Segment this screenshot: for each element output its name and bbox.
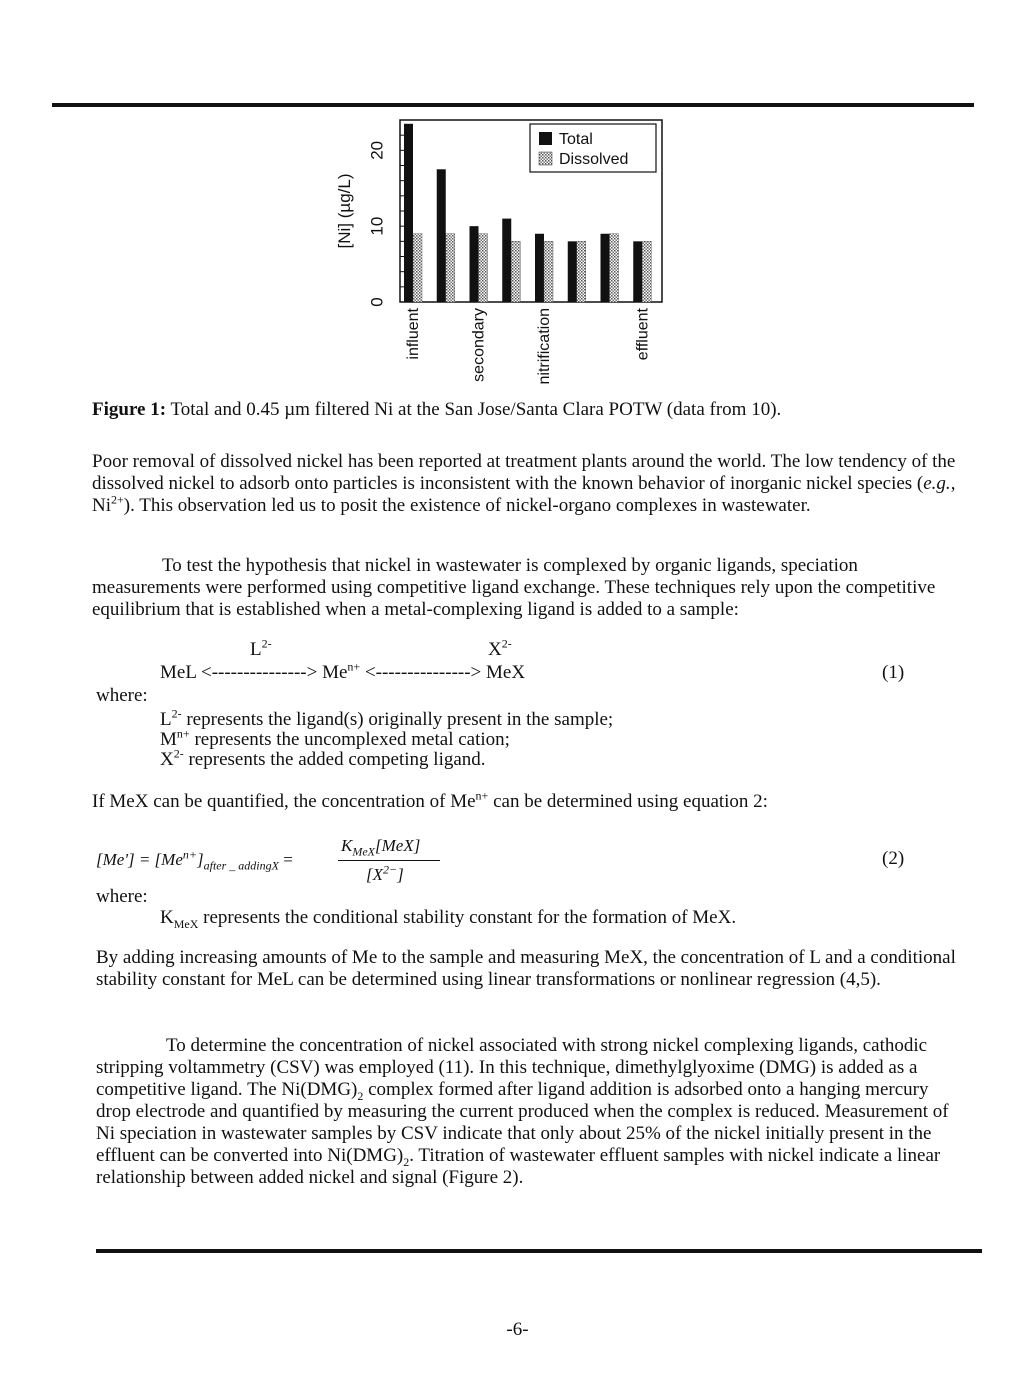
bar-dissolved-0 bbox=[413, 234, 422, 302]
legend-swatch-total bbox=[539, 132, 552, 145]
caption-label: Figure 1: bbox=[92, 399, 167, 420]
figure-caption bbox=[92, 399, 952, 421]
bar-dissolved-7 bbox=[642, 241, 651, 302]
nickel-bar-chart bbox=[320, 112, 680, 402]
bar-total-4 bbox=[535, 234, 544, 302]
paragraph-4: By adding increasing amounts of Me to the sample and measuring MeX, the concentration of L and a conditional stability constant for MeL can be determined using linear transformations or nonlinear regression (4,5). bbox=[96, 947, 956, 990]
equation-2-denominator: $[X^{2-}]$ bbox=[366, 862, 404, 884]
bar-total-2 bbox=[470, 226, 479, 302]
where-label-2: where: bbox=[96, 886, 148, 907]
bar-total-3 bbox=[502, 219, 511, 302]
bar-total-5 bbox=[568, 241, 577, 302]
bottom-rule bbox=[96, 1249, 982, 1253]
definition-X: $X^{2-}$ represents the added competing ligand. bbox=[160, 746, 486, 770]
definition-M: $M^{n+}$ represents the uncomplexed metal cation; bbox=[160, 726, 510, 750]
bar-dissolved-1 bbox=[446, 234, 455, 302]
equation1-ligand-L: $L^{2-}$ bbox=[250, 636, 272, 660]
caption-text: Total and 0.45 µm filtered Ni at the San Jose/Santa Clara POTW (data from 10). bbox=[170, 399, 782, 420]
legend-swatch-dissolved bbox=[539, 152, 552, 165]
equation-1-number: (1) bbox=[882, 662, 905, 683]
bar-dissolved-5 bbox=[577, 241, 586, 302]
legend bbox=[530, 124, 656, 172]
equation-2-numerator: $K_{MeX}[MeX]$ bbox=[341, 836, 421, 859]
equation-2-lhs: $[Me'] = [Me^{n+}]_{after \_ addingX}$ = bbox=[96, 847, 293, 873]
equation1-ligand-X: $X^{2-}$ bbox=[488, 636, 512, 660]
page-number: -6- bbox=[506, 1319, 529, 1340]
paragraph-1: Poor removal of dissolved nickel has been reported at treatment plants around the world. The low tendency of the dissolved nickel to adsorb onto particles is inconsistent with the known behavior of inorganic nickel species (e.g., $Ni^{2+}$). This observation led us to posit the existence of nickel-organo complexes in wastewater. bbox=[92, 451, 956, 516]
bar-total-1 bbox=[437, 169, 446, 302]
top-rule bbox=[52, 103, 974, 107]
bar-total-7 bbox=[633, 241, 642, 302]
x-tick-label-influent: influent bbox=[405, 308, 422, 360]
definition-KMeX: $K_{MeX}$ represents the conditional stability constant for the formation of MeX. bbox=[160, 907, 737, 931]
bar-total-0 bbox=[404, 124, 413, 302]
paragraph-2: To test the hypothesis that nickel in wastewater is complexed by organic ligands, speciation measurements were performed using competitive ligand exchange. These techniques rely upon the competitive equilibrium that is established when a metal-complexing ligand is added to a sample: bbox=[92, 555, 936, 620]
legend-label-total: Total bbox=[559, 131, 593, 148]
x-tick-label-effluent: effluent bbox=[634, 308, 652, 361]
bar-dissolved-2 bbox=[479, 234, 488, 302]
bar-dissolved-6 bbox=[610, 234, 619, 302]
where-label-1: where: bbox=[96, 685, 148, 706]
paragraph-5: To determine the concentration of nickel associated with strong nickel complexing ligands, cathodic stripping voltammetry (CSV) was employed (11). In this technique, dimethylglyoxime (DMG) is added as a competitive ligand. The $Ni(DMG)_2$ complex formed after ligand addition is adsorbed onto a hanging mercury drop electrode and quantified by measuring the current produced when the complex is reduced. Measurement of Ni speciation in wastewater samples by CSV indicate that only about 25% of the nickel initially present in the effluent can be converted into $Ni(DMG)_2$. Titration of wastewater effluent samples with nickel indicate a linear relationship between added nickel and signal (Figure 2). bbox=[96, 1035, 949, 1188]
legend-label-dissolved: Dissolved bbox=[559, 151, 629, 168]
equation-2-number: (2) bbox=[882, 848, 905, 869]
y-tick-label: 10 bbox=[367, 216, 387, 236]
y-tick-label: 0 bbox=[367, 297, 387, 307]
bar-dissolved-4 bbox=[544, 241, 553, 302]
x-tick-label-nitrification: nitrification bbox=[536, 308, 553, 385]
x-tick-label-secondary: secondary bbox=[470, 308, 488, 382]
y-axis-label: [Ni] (µg/L) bbox=[335, 173, 354, 249]
equation-1: MeL <---------------> $Me^{n+}$ <---------------> MeX bbox=[160, 659, 526, 683]
equation-2-fraction-bar bbox=[338, 860, 440, 861]
paragraph-3: If MeX can be quantified, the concentration of $Me^{n+}$ can be determined using equation 2: bbox=[92, 788, 768, 812]
y-tick-label: 20 bbox=[367, 140, 387, 160]
definition-L: $L^{2-}$ represents the ligand(s) originally present in the sample; bbox=[160, 706, 614, 730]
bar-dissolved-3 bbox=[511, 241, 520, 302]
bar-total-6 bbox=[601, 234, 610, 302]
